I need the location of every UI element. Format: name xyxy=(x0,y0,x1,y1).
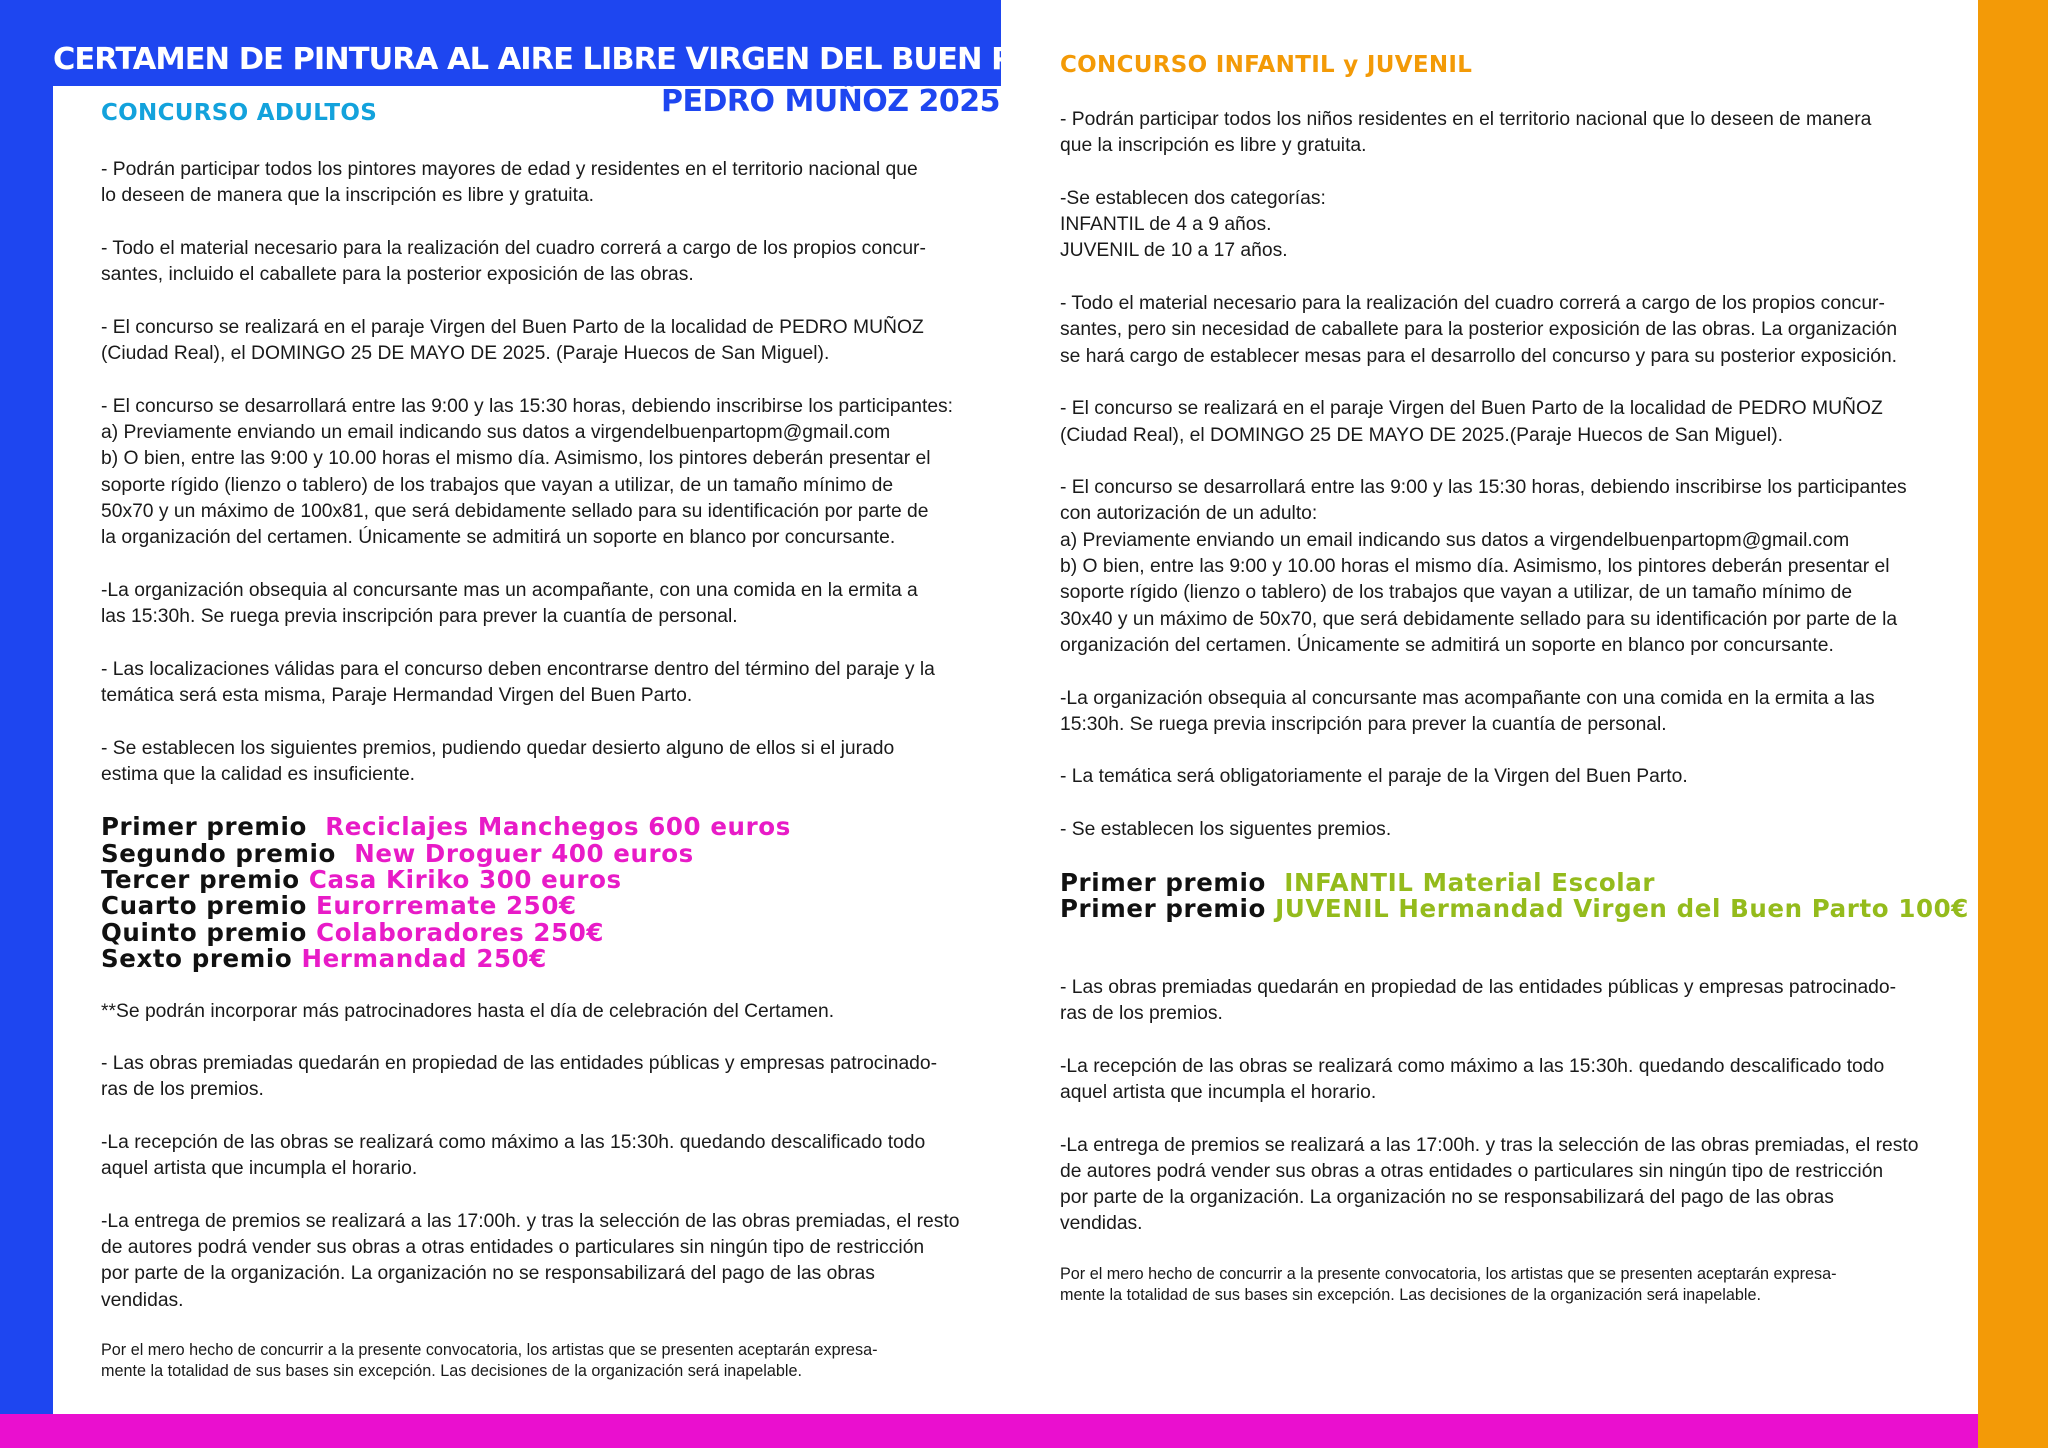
adultos-paragraph: -La entrega de premios se realizará a las 17:00h. y tras la selección de las obras premiadas, el resto de autores podrá vender sus obras a otras entidades o particulares sin ningún tipo de restricción por parte de la organización. La organización no se responsabilizará del pago de las obras vendidas. xyxy=(101,1210,960,1311)
adultos-paragraph: - Las localizaciones válidas para el concurso deben encontrarse dentro del término del paraje y la temática será esta misma, Paraje Hermandad Virgen del Buen Parto. xyxy=(101,658,935,706)
infantil-paragraph: -La recepción de las obras se realizará como máximo a las 15:30h. quedando descalificado todo aquel artista que incumpla el horario. xyxy=(1060,1055,1885,1103)
infantil-paragraph: -Se establecen dos categorías: INFANTIL de 4 a 9 años. JUVENIL de 10 a 17 años. xyxy=(1060,187,1326,262)
prize-value: Eurorremate 250€ xyxy=(316,891,577,921)
infantil-paragraph: - El concurso se desarrollará entre las 9:00 y las 15:30 horas, debiendo inscribirse los participantes con autorización de un adulto: a) Previamente enviando un email indicando sus datos a virgendelbuenpartopm@gmail.com b) O bien, entre las 9:00 y 10.00 horas el mismo día. Asimismo, los pintores deberán presentar el soporte rígido (lienzo o tablero) de los trabajos que vayan a utilizar, de un tamaño mínimo de 30x40 y un máximo de 50x70, que será debidamente sellado para su identificación por parte de la organización del certamen. Únicamente se admitirá un soporte en blanco por concursante. xyxy=(1060,477,1907,656)
adultos-prize-list xyxy=(101,814,1001,972)
infantil-paragraph: - Las obras premiadas quedarán en propiedad de las entidades públicas y empresas patrocinado- ras de los premios. xyxy=(1060,976,1897,1025)
prize-value: Casa Kiriko 300 euros xyxy=(308,865,622,895)
adultos-paragraph: **Se podrán incorporar más patrocinadores hasta el día de celebración del Certamen. xyxy=(101,1000,835,1022)
infantil-legal-note: Por el mero hecho de concurrir a la presente convocatoria, los artistas que se presenten aceptarán expresa- mente la totalidad de sus bases sin excepción. Las decisiones de la organización será inapelable. xyxy=(1060,1265,1837,1305)
adultos-column xyxy=(101,157,1001,1409)
prize-value: JUVENIL Hermandad Virgen del Buen Parto 100€ xyxy=(1275,893,1969,923)
infantil-paragraph: - Todo el material necesario para la realización del cuadro correrá a cargo de los propios concur- santes, pero sin necesidad de caballete para la posterior exposición de las obras. La organización se hará cargo de establecer mesas para el desarrollo del concurso y para su posterior exposición. xyxy=(1060,293,1898,367)
page-subtitle: PEDRO MUÑOZ 2025 xyxy=(661,84,1000,119)
prize-label: Primer premio xyxy=(1060,867,1266,897)
prize-label: Primer premio xyxy=(1060,893,1266,923)
infantil-paragraph: -La entrega de premios se realizará a las 17:00h. y tras la selección de las obras premiadas, el resto de autores podrá vender sus obras a otras entidades o particulares sin ningún tipo de restricción por parte de la organización. La organización no se responsabilizará del pago de las obras vendidas. xyxy=(1060,1134,1919,1235)
prize-value: Reciclajes Manchegos 600 euros xyxy=(325,812,791,842)
adultos-paragraph: - El concurso se realizará en el paraje Virgen del Buen Parto de la localidad de PEDRO MUÑOZ (Ciudad Real), el DOMINGO 25 DE MAYO DE 2025. (Paraje Huecos de San Miguel). xyxy=(101,316,924,365)
adultos-heading: CONCURSO ADULTOS xyxy=(101,100,378,126)
prize-label: Segundo premio xyxy=(101,838,336,868)
prize-value: INFANTIL Material Escolar xyxy=(1284,867,1656,897)
infantil-heading: CONCURSO INFANTIL y JUVENIL xyxy=(1060,52,1473,78)
adultos-legal-note: Por el mero hecho de concurrir a la presente convocatoria, los artistas que se presenten aceptarán expresa- mente la totalidad de sus bases sin excepción. Las decisiones de la organización será inapelable. xyxy=(101,1341,878,1381)
prize-row xyxy=(101,814,1001,840)
infantil-paragraph: - Se establecen los siguentes premios. xyxy=(1060,819,1392,841)
prize-row xyxy=(101,867,1001,893)
bottom-magenta-border xyxy=(0,1414,1978,1448)
prize-value: New Droguer 400 euros xyxy=(354,838,694,868)
adultos-paragraph: -La recepción de las obras se realizará como máximo a las 15:30h. quedando descalificado todo aquel artista que incumpla el horario. xyxy=(101,1131,926,1180)
infantil-paragraph: - La temática será obligatoriamente el paraje de la Virgen del Buen Parto. xyxy=(1060,766,1688,788)
adultos-paragraph: - Las obras premiadas quedarán en propiedad de las entidades públicas y empresas patrocinado- ras de los premios. xyxy=(101,1053,938,1101)
adultos-paragraph: - Podrán participar todos los pintores mayores de edad y residentes en el territorio nacional que lo deseen de manera que la inscripción es libre y gratuita. xyxy=(101,159,918,207)
prize-row xyxy=(101,838,1001,868)
prize-label: Tercer premio xyxy=(101,865,300,895)
prize-row xyxy=(101,917,1001,947)
infantil-column xyxy=(1060,107,1969,1332)
page-title: CERTAMEN DE PINTURA AL AIRE LIBRE VIRGEN DEL BUEN PARTO xyxy=(53,42,1099,77)
prize-label: Sexto premio xyxy=(101,943,293,973)
prize-label: Quinto premio xyxy=(101,917,307,947)
prize-value: Colaboradores 250€ xyxy=(316,917,605,947)
adultos-paragraph: - El concurso se desarrollará entre las 9:00 y las 15:30 horas, debiendo inscribirse los participantes: a) Previamente enviando un email indicando sus datos a virgendelbuenpartopm@gmail.com b) O bien, entre las 9:00 y 10.00 horas el mismo día. Asimismo, los pintores deberán presentar el soporte rígido (lienzo o tablero) de los trabajos que vayan a utilizar, de un tamaño mínimo de 50x70 y un máximo de 100x81, que será debidamente sellado para su identificación por parte de la organización del certamen. Únicamente se admitirá un soporte en blanco por concursante. xyxy=(101,395,954,549)
adultos-paragraph: -La organización obsequia al concursante mas un acompañante, con una comida en la ermita a las 15:30h. Se ruega previa inscripción para prever la cuantía de personal. xyxy=(101,579,918,628)
prize-label: Cuarto premio xyxy=(101,891,307,921)
prize-row xyxy=(1060,893,1969,923)
prize-row xyxy=(101,943,1001,973)
right-orange-border xyxy=(1978,0,2048,1448)
prize-row xyxy=(101,893,1001,919)
adultos-paragraph: - Se establecen los siguientes premios, pudiendo quedar desierto alguno de ellos si el jurado estima que la calidad es insuficiente. xyxy=(101,737,895,785)
prize-row xyxy=(1060,867,1960,897)
prize-label: Primer premio xyxy=(101,812,307,842)
infantil-prize-list xyxy=(1060,867,1969,923)
infantil-paragraph: - Podrán participar todos los niños residentes en el territorio nacional que lo deseen de manera que la inscripción es libre y gratuita. xyxy=(1060,109,1872,157)
prize-value: Hermandad 250€ xyxy=(301,943,547,973)
adultos-paragraph: - Todo el material necesario para la realización del cuadro correrá a cargo de los propios concur- santes, incluido el caballete para la posterior exposición de las obras. xyxy=(101,237,926,286)
infantil-paragraph: -La organización obsequia al concursante mas acompañante con una comida en la ermita a las 15:30h. Se ruega previa inscripción para prever la cuantía de personal. xyxy=(1060,687,1875,735)
infantil-paragraph: - El concurso se realizará en el paraje Virgen del Buen Parto de la localidad de PEDRO MUÑOZ (Ciudad Real), el DOMINGO 25 DE MAYO DE 2025.(Paraje Huecos de San Miguel). xyxy=(1060,398,1883,446)
left-blue-border xyxy=(0,0,53,1414)
